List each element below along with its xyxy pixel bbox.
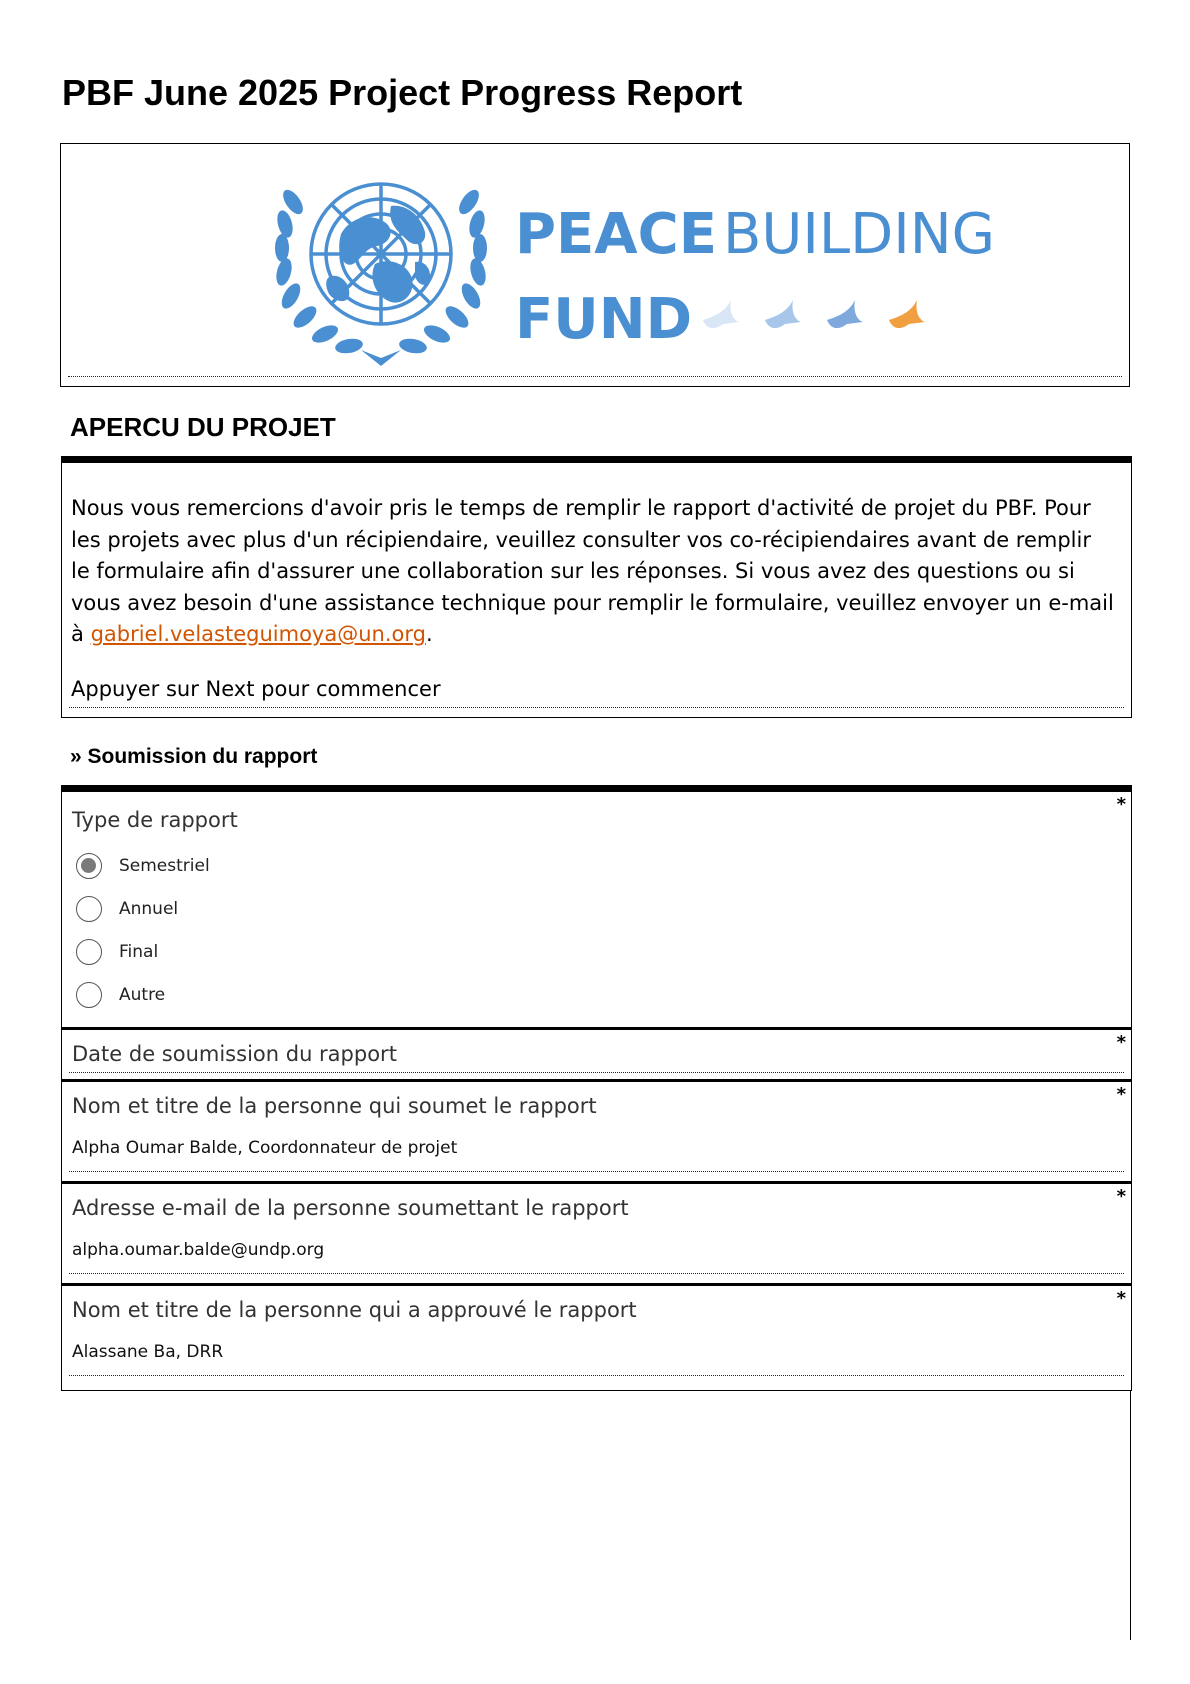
intro-panel xyxy=(61,456,1132,718)
page-title: PBF June 2025 Project Progress Report xyxy=(62,72,743,113)
radio-final[interactable] xyxy=(76,937,158,967)
divider xyxy=(69,1375,1124,1376)
logo-word-fund: FUND xyxy=(515,287,693,352)
required-marker: * xyxy=(1116,794,1126,815)
dove-icon-1 xyxy=(703,300,739,328)
radio-label-autre: Autre xyxy=(119,985,166,1005)
submission-date-label: Date de soumission du rapport xyxy=(72,1042,397,1066)
intro-text xyxy=(71,493,1116,651)
submitter-email-field[interactable] xyxy=(61,1181,1132,1285)
logo-banner xyxy=(60,143,1130,387)
dove-icon-2 xyxy=(765,300,801,328)
submitter-name-label: Nom et titre de la personne qui soumet le rapport xyxy=(72,1094,597,1118)
radio-circle[interactable] xyxy=(76,939,102,965)
section-title-overview: APERCU DU PROJET xyxy=(70,412,336,442)
radio-circle[interactable] xyxy=(76,896,102,922)
radio-label-semestriel: Semestriel xyxy=(119,856,210,876)
radio-label-annuel: Annuel xyxy=(119,899,179,919)
radio-circle[interactable] xyxy=(76,982,102,1008)
submitter-name-value: Alpha Oumar Balde, Coordonnateur de projet xyxy=(72,1138,458,1158)
submitter-name-field[interactable] xyxy=(61,1079,1132,1183)
dove-icon-4 xyxy=(889,300,925,328)
required-marker: * xyxy=(1116,1186,1126,1207)
divider xyxy=(69,1273,1124,1274)
dove-icon-3 xyxy=(827,300,863,328)
required-marker: * xyxy=(1116,1032,1126,1053)
logo-word-building: BUILDING xyxy=(723,202,996,267)
intro-period: . xyxy=(425,622,433,646)
submission-date-field[interactable] xyxy=(61,1027,1132,1081)
approver-name-label: Nom et titre de la personne qui a approuvé le rapport xyxy=(72,1298,637,1322)
radio-circle-checked[interactable] xyxy=(76,853,102,879)
radio-semestriel[interactable] xyxy=(76,851,210,881)
submitter-email-value: alpha.oumar.balde@undp.org xyxy=(72,1240,325,1260)
approver-name-value: Alassane Ba, DRR xyxy=(72,1342,224,1362)
radio-label-final: Final xyxy=(119,942,159,962)
submitter-email-label: Adresse e-mail de la personne soumettant le rapport xyxy=(72,1196,629,1220)
divider xyxy=(69,1072,1124,1073)
page-border-line xyxy=(1130,1390,1131,1640)
contact-email-link[interactable]: gabriel.velasteguimoya@un.org xyxy=(90,622,426,646)
intro-body: Nous vous remercions d'avoir pris le temps de remplir le rapport d'activité de projet du PBF. Pour les projets avec plus d'un récipiendaire, veuillez consulter vos co-récipiendaires avant de remplir le formulaire afin d'assurer une collaboration sur les réponses. Si vous avez des questions ou si vous avez besoin d'une assistance technique pour remplir le formulaire, veuillez envoyer un e-mail à xyxy=(71,496,1114,646)
required-marker: * xyxy=(1116,1288,1126,1309)
approver-name-field[interactable] xyxy=(61,1283,1132,1391)
next-instruction: Appuyer sur Next pour commencer xyxy=(71,677,441,701)
divider xyxy=(69,1171,1124,1172)
divider xyxy=(69,707,1124,708)
required-marker: * xyxy=(1116,1084,1126,1105)
peacebuilding-fund-logo xyxy=(221,156,1001,366)
radio-autre[interactable] xyxy=(76,980,165,1010)
radio-annuel[interactable] xyxy=(76,894,178,924)
un-emblem-icon xyxy=(274,184,489,366)
divider xyxy=(68,376,1122,377)
logo-word-peace: PEACE xyxy=(515,202,717,267)
report-type-label: Type de rapport xyxy=(72,808,238,832)
report-type-field xyxy=(61,785,1132,1029)
subsection-title-submission: » Soumission du rapport xyxy=(70,745,318,768)
